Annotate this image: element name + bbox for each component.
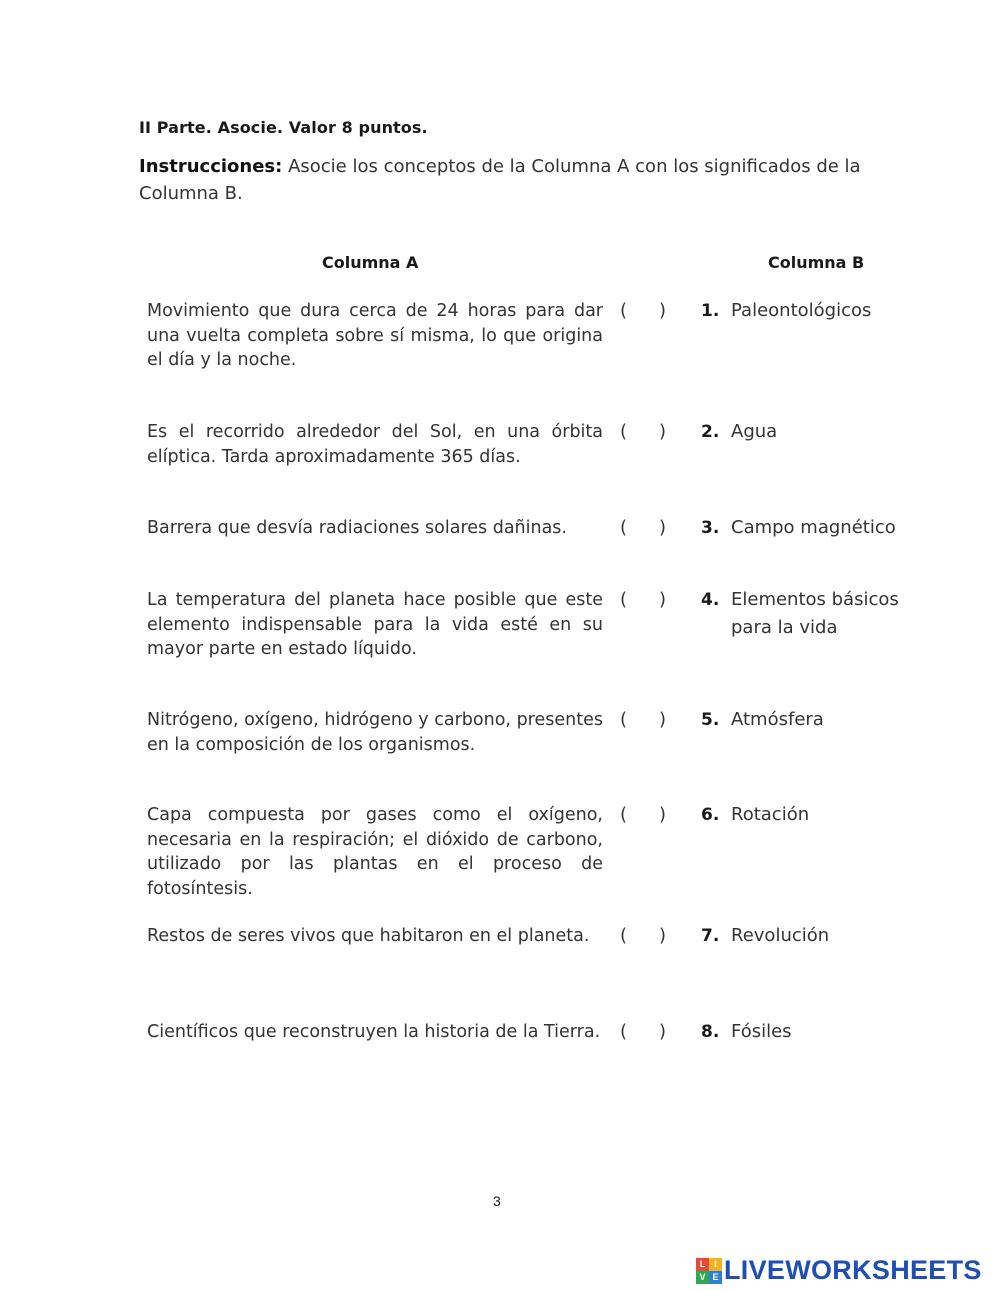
term-8: Fósiles [731,1021,792,1042]
logo-letter-e: E [709,1271,722,1284]
term-number-4: 4. [701,590,720,610]
term-number-2: 2. [701,422,720,442]
answer-blank-close-6: ) [659,804,667,825]
definition-1: Movimiento que dura cerca de 24 horas para dar una vuelta completa sobre sí misma, lo que origina el día y la noche. [147,301,603,370]
answer-blank-open-8[interactable]: ( [620,1021,628,1042]
liveworksheets-logo[interactable] [696,1255,982,1286]
term-1: Paleontológicos [731,300,872,321]
answer-blank-open-1[interactable]: ( [620,300,628,321]
answer-blank-open-4[interactable]: ( [620,589,628,610]
answer-blank-close-7: ) [659,925,667,946]
definition-6: Capa compuesta por gases como el oxígeno, necesaria en la respiración; el dióxido de carbono, utilizado por las plantas en el proceso de fotosíntesis. [147,805,603,899]
term-2: Agua [731,421,778,442]
term-3: Campo magnético [731,517,896,538]
definition-3: Barrera que desvía radiaciones solares dañinas. [147,518,567,538]
instructions [139,153,879,207]
term-number-6: 6. [701,805,720,825]
definition-8: Científicos que reconstruyen la historia de la Tierra. [147,1022,601,1042]
logo-letter-v: V [696,1271,709,1284]
answer-blank-close-8: ) [659,1021,667,1042]
liveworksheets-icon [696,1258,722,1284]
term-7: Revolución [731,925,830,946]
term-4: Elementos básicos para la vida [731,589,899,638]
page-number: 3 [493,1193,501,1209]
term-number-1: 1. [701,301,720,321]
answer-blank-close-4: ) [659,589,667,610]
logo-letter-l: L [696,1258,709,1271]
answer-blank-close-3: ) [659,517,667,538]
term-number-8: 8. [701,1022,720,1042]
term-number-5: 5. [701,710,720,730]
column-b-header: Columna B [768,253,865,272]
part-title: II Parte. Asocie. Valor 8 puntos. [139,118,428,137]
term-number-3: 3. [701,518,720,538]
term-number-7: 7. [701,926,720,946]
answer-blank-open-7[interactable]: ( [620,925,628,946]
liveworksheets-wordmark: LIVEWORKSHEETS [724,1255,982,1285]
definition-7: Restos de seres vivos que habitaron en el planeta. [147,926,590,946]
answer-blank-open-3[interactable]: ( [620,517,628,538]
definition-5: Nitrógeno, oxígeno, hidrógeno y carbono, presentes en la composición de los organismos. [147,710,603,755]
answer-blank-open-6[interactable]: ( [620,804,628,825]
logo-letter-i: I [709,1258,722,1271]
term-6: Rotación [731,804,810,825]
answer-blank-close-1: ) [659,300,667,321]
answer-blank-open-5[interactable]: ( [620,709,628,730]
instructions-text: Asocie los conceptos de la Columna A con los significados de la Columna B. [139,156,861,204]
answer-blank-close-5: ) [659,709,667,730]
instructions-label: Instrucciones: [139,156,283,177]
answer-blank-close-2: ) [659,421,667,442]
term-5: Atmósfera [731,709,824,730]
answer-blank-open-2[interactable]: ( [620,421,628,442]
definition-2: Es el recorrido alrededor del Sol, en una órbita elíptica. Tarda aproximadamente 365 días. [147,422,603,467]
definition-4: La temperatura del planeta hace posible que este elemento indispensable para la vida esté en su mayor parte en estado líquido. [147,590,603,659]
column-a-header: Columna A [322,253,419,272]
